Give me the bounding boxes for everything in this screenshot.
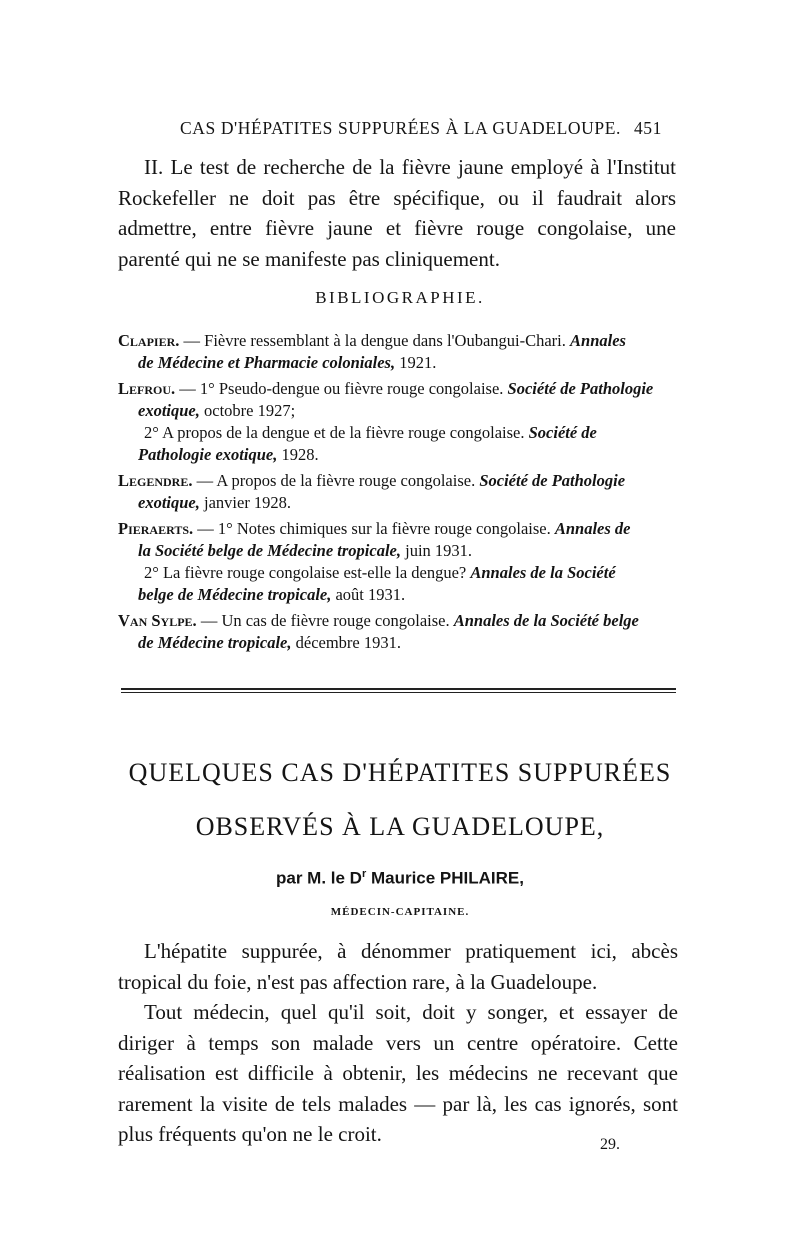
- bibliography-entry: [118, 330, 678, 374]
- entry-journal: de Médecine et Pharmacie coloniales,: [138, 353, 396, 372]
- entry-line: [118, 470, 678, 492]
- entry-author: Legendre.: [118, 471, 193, 490]
- entry-line: [118, 584, 678, 606]
- entry-line: [118, 610, 678, 632]
- entry-text: — 1° Pseudo-dengue ou fièvre rouge congolaise.: [175, 379, 508, 398]
- section-divider-thin: [121, 692, 676, 693]
- entry-journal: exotique,: [138, 401, 200, 420]
- entry-text: 2° La fièvre rouge congolaise est-elle la dengue?: [144, 563, 471, 582]
- entry-text: — 1° Notes chimiques sur la fièvre rouge congolaise.: [193, 519, 555, 538]
- entry-journal: de Médecine tropicale,: [138, 633, 292, 652]
- article-body: [118, 936, 678, 1150]
- article-paragraph: Tout médecin, quel qu'il soit, doit y songer, et essayer de diriger à temps son malade vers un centre opératoire. Cette réalisation est difficile à obtenir, les médecins ne recevant que rarement la visite de tels malades — par là, les cas ignorés, sont plus fréquents qu'on ne le croit.: [118, 1000, 678, 1146]
- entry-text: — Fièvre ressemblant à la dengue dans l'Oubangui-Chari.: [179, 331, 571, 350]
- entry-line: [118, 540, 678, 562]
- bibliography-heading: BIBLIOGRAPHIE.: [315, 288, 485, 307]
- bibliography-entry: [118, 378, 678, 466]
- byline-author-name: Maurice PHILAIRE,: [366, 868, 524, 888]
- bibliography-entry: [118, 470, 678, 514]
- entry-author: Lefrou.: [118, 379, 176, 398]
- entry-author: Pieraerts.: [118, 519, 194, 538]
- entry-text: juin 1931.: [401, 541, 473, 560]
- entry-line: [118, 444, 678, 466]
- entry-journal: exotique,: [138, 493, 200, 512]
- entry-text: — Un cas de fièvre rouge congolaise.: [196, 611, 454, 630]
- signature-mark: 29.: [600, 1136, 620, 1153]
- entry-line: [118, 330, 678, 352]
- section-divider-thick: [121, 688, 676, 690]
- article-title-line-1: QUELQUES CAS D'HÉPATITES SUPPURÉES: [128, 758, 672, 787]
- entry-line: [118, 632, 678, 654]
- entry-journal: belge de Médecine tropicale,: [138, 585, 332, 604]
- entry-text: — A propos de la fièvre rouge congolaise.: [192, 471, 480, 490]
- entry-journal: Société de Pathologie: [507, 379, 654, 398]
- entry-text: 2° A propos de la dengue et de la fièvre rouge congolaise.: [144, 423, 529, 442]
- entry-journal: Société de Pathologie: [479, 471, 626, 490]
- entry-text: octobre 1927;: [199, 401, 296, 420]
- entry-line: [118, 378, 678, 400]
- bibliography-entry: [118, 518, 678, 606]
- byline-superscript: r: [361, 868, 367, 880]
- article-paragraph: L'hépatite suppurée, à dénommer pratiquement ici, abcès tropical du foie, n'est pas affection rare, à la Guadeloupe.: [118, 939, 678, 994]
- entry-journal: Annales de: [554, 519, 631, 538]
- entry-text: août 1931.: [331, 585, 406, 604]
- entry-author: Clapier.: [118, 331, 180, 350]
- entry-line: [118, 518, 678, 540]
- entry-text: décembre 1931.: [291, 633, 401, 652]
- entry-journal: Annales de la Société belge: [453, 611, 639, 630]
- entry-line: [118, 400, 678, 422]
- page-number: 451: [633, 118, 662, 138]
- entry-text: 1928.: [277, 445, 319, 464]
- entry-line: [118, 492, 678, 514]
- entry-line: [118, 422, 678, 444]
- entry-journal: Société de: [528, 423, 597, 442]
- article-byline: [0, 868, 800, 889]
- entry-journal: Annales de la Société: [470, 563, 616, 582]
- entry-text: janvier 1928.: [199, 493, 292, 512]
- bibliography-list: [118, 330, 678, 658]
- entry-journal: la Société belge de Médecine tropicale,: [138, 541, 402, 560]
- bibliography-entry: [118, 610, 678, 654]
- author-rank: MÉDECIN-CAPITAINE.: [330, 906, 470, 918]
- entry-line: [118, 352, 678, 374]
- running-head: [180, 118, 662, 139]
- entry-journal: Annales: [570, 331, 626, 350]
- running-head-title: CAS D'HÉPATITES SUPPURÉES À LA GUADELOUPE.: [180, 118, 621, 138]
- previous-section-paragraph: II. Le test de recherche de la fièvre jaune employé à l'Institut Rockefeller ne doit pas être spécifique, ou il faudrait alors admettre, entre fièvre jaune et fièvre rouge congolaise, une parenté qui ne se manifeste pas cliniquement.: [118, 155, 676, 271]
- entry-text: 1921.: [395, 353, 437, 372]
- entry-line: [118, 562, 678, 584]
- entry-author: Van Sylpe.: [118, 611, 197, 630]
- entry-journal: Pathologie exotique,: [138, 445, 278, 464]
- article-title-line-2: OBSERVÉS À LA GUADELOUPE,: [195, 812, 605, 841]
- byline-prefix: par M. le D: [275, 868, 362, 888]
